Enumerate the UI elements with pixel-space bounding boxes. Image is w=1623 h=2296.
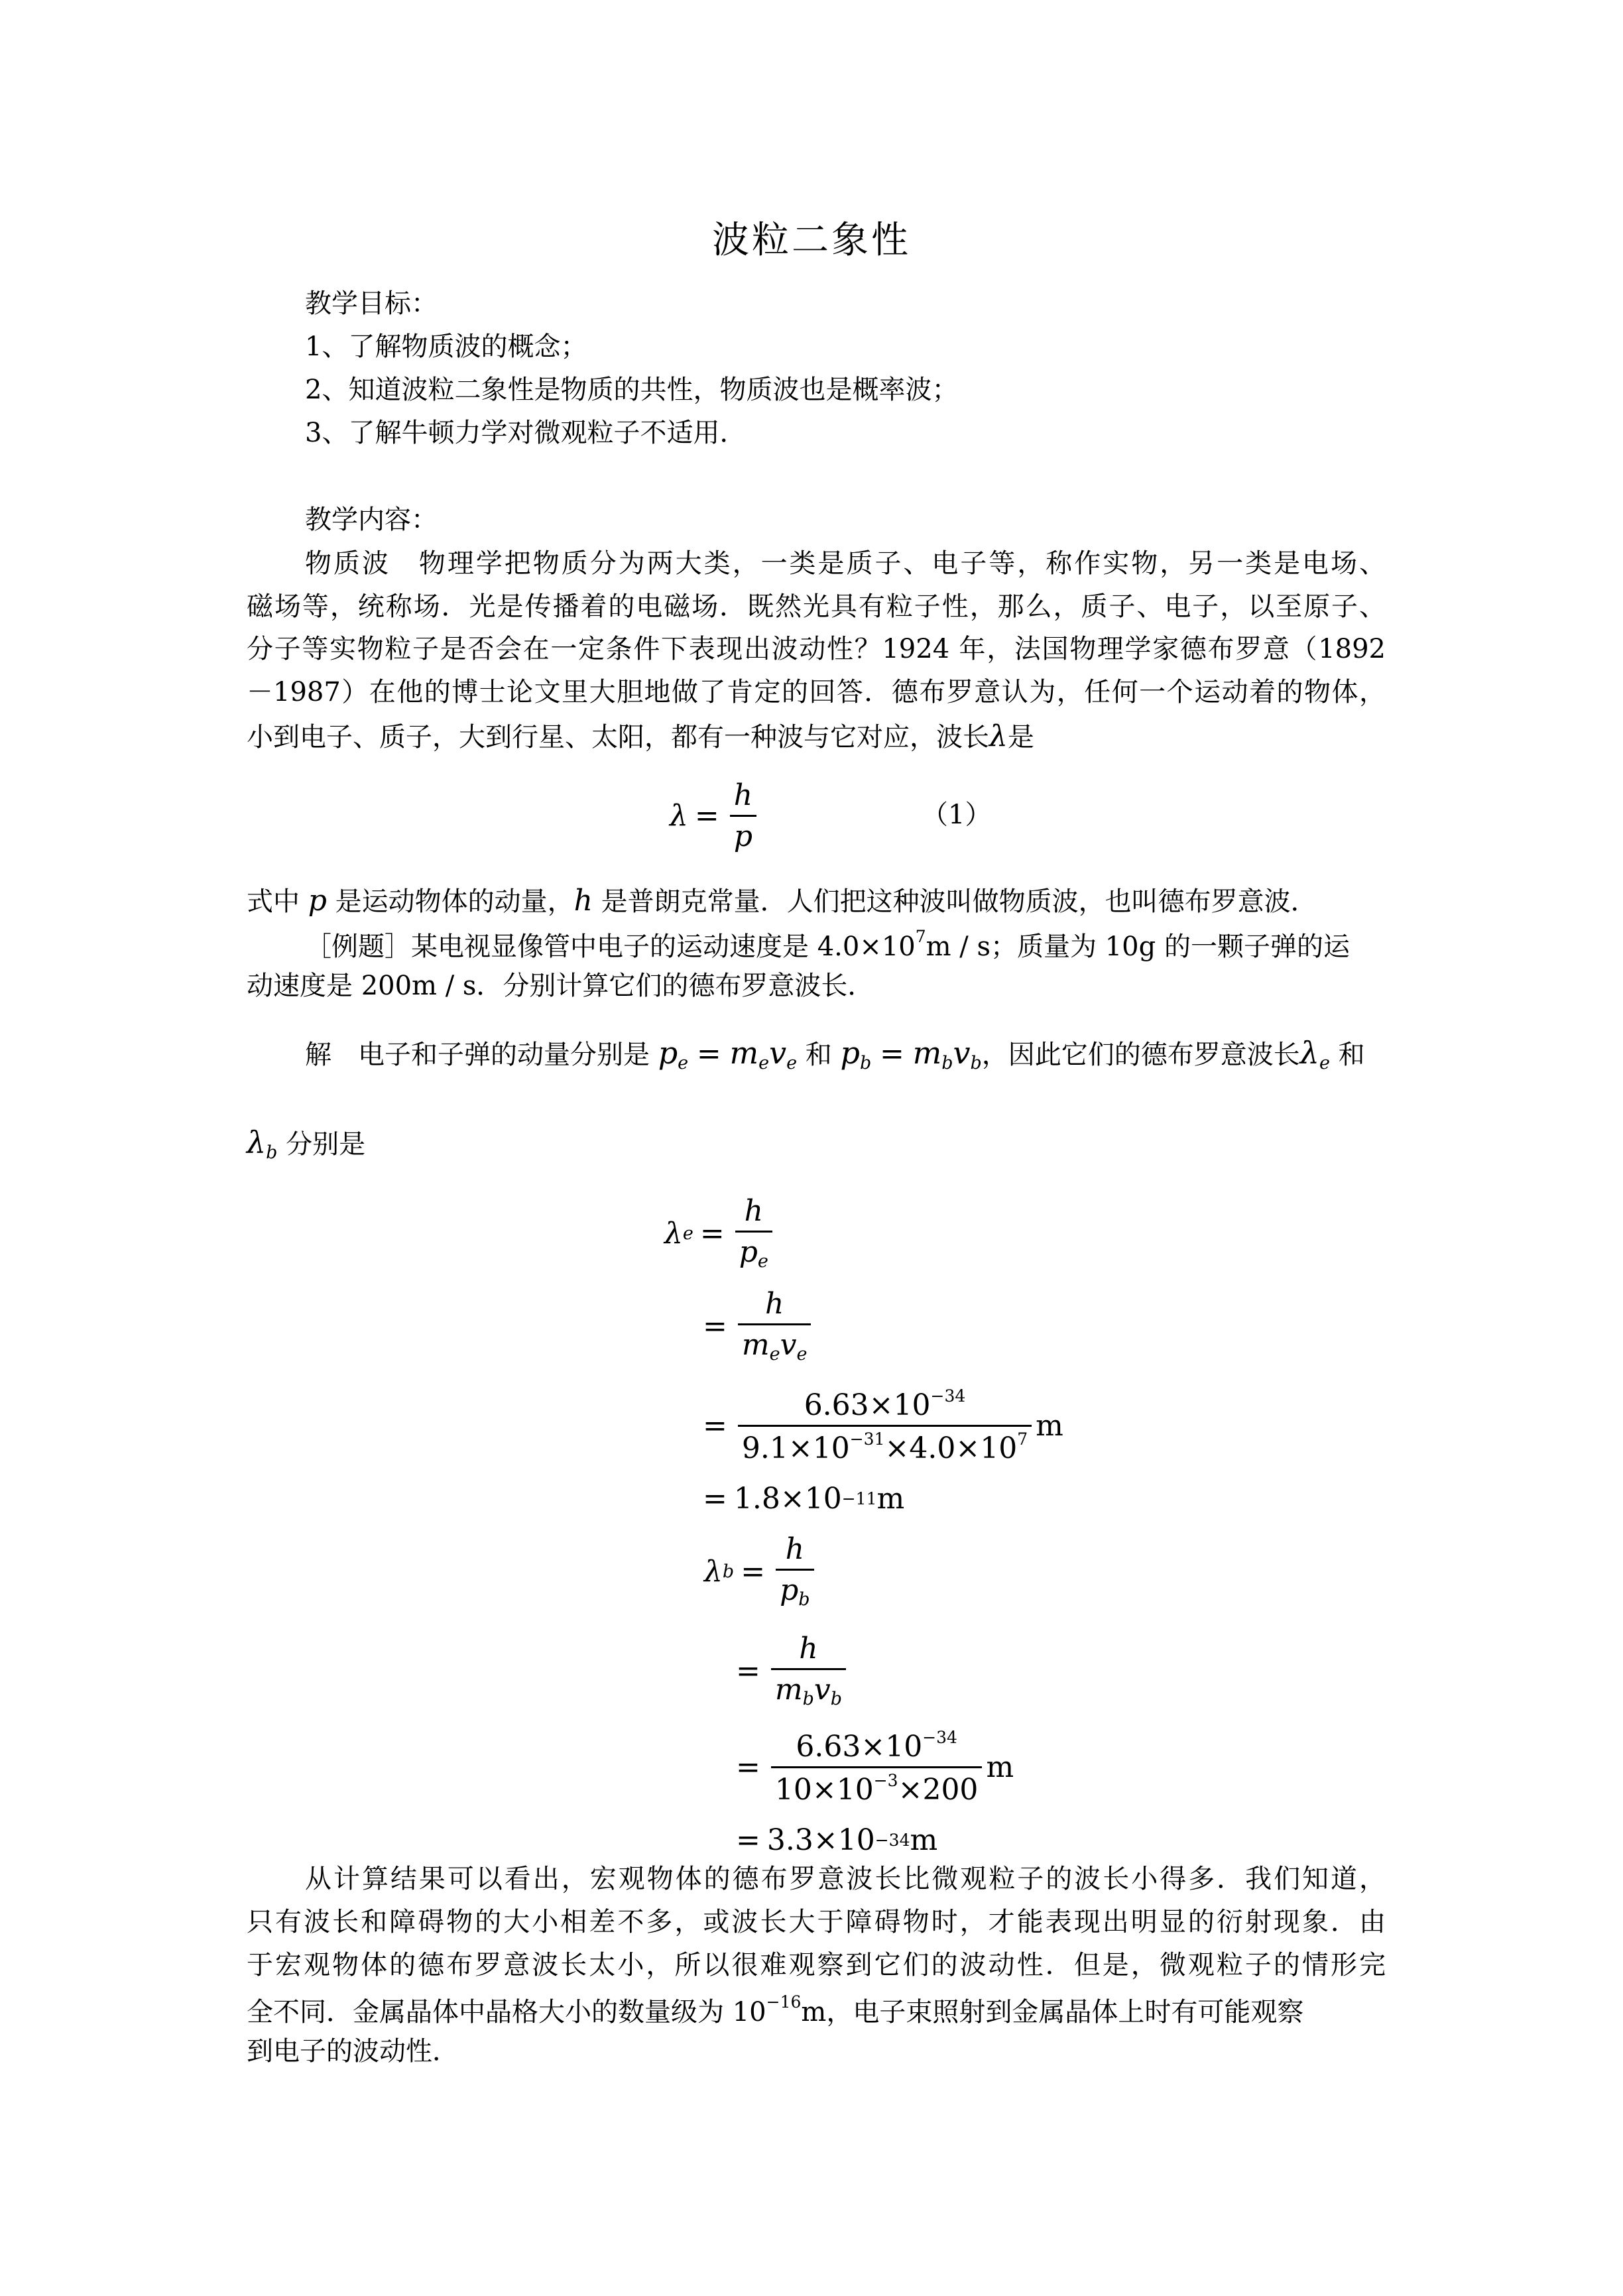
eq-equals: = <box>694 798 719 833</box>
symbol-p: p <box>780 1573 799 1608</box>
fraction <box>730 778 756 853</box>
objective-item-2: 2、知道波粒二象性是物质的共性，物质波也是概率波； <box>305 375 959 405</box>
numerator: h <box>735 1194 772 1233</box>
example-text: ［例题］某电视显像管中电子的运动速度是 4.0×10 <box>305 932 916 962</box>
lambda-symbol: λ <box>247 1124 267 1160</box>
conclusion-line: 于宏观物体的德布罗意波长太小，所以很难观察到它们的波动性．但是，微观粒子的情形完 <box>247 1950 1386 1980</box>
equals-sign: = <box>696 1037 721 1071</box>
paragraph-line <box>247 884 1317 919</box>
objectives-heading: 教学目标： <box>305 288 438 319</box>
subscript: b <box>859 1053 872 1074</box>
subscript: b <box>941 1053 953 1074</box>
fraction <box>771 1632 846 1709</box>
calc-bullet-step-3: = $\frac{6.63\times 10^{-34}}{10\times 10^{-3}\times 200}$ m <box>736 1727 1014 1807</box>
calc-electron-step-1: λ e = $\frac{h}{p_e}$ <box>664 1190 776 1276</box>
subscript: e <box>682 1223 693 1244</box>
conclusion-text: m，电子束照射到金属晶体上时有可能观察 <box>801 1997 1304 2027</box>
numerator-text: 6.63×10 <box>796 1729 923 1764</box>
solution-text: 和 <box>1338 1040 1365 1070</box>
unit: m <box>986 1750 1014 1784</box>
fraction <box>771 1728 983 1807</box>
symbol-p: p <box>739 1235 758 1270</box>
subscript: e <box>757 1251 768 1272</box>
lambda-symbol: λ <box>989 719 1008 753</box>
calc-electron-result: = 1.8×10 −11 m <box>703 1481 905 1516</box>
paragraph-text: 是运动物体的动量， <box>335 886 574 917</box>
example-line: 动速度是 200m / s．分别计算它们的德布罗意波长． <box>247 971 874 1001</box>
subscript: e <box>1319 1053 1330 1074</box>
symbol-m: m <box>741 1328 770 1362</box>
numerator: h <box>738 1287 812 1325</box>
symbol-m: m <box>912 1035 942 1071</box>
solution-text: 和 <box>805 1040 832 1070</box>
symbol-h: h <box>573 884 593 918</box>
denominator: p <box>733 819 753 853</box>
symbol-v: v <box>780 1328 797 1362</box>
paragraph-text: 小到电子、质子，大到行星、太阳，都有一种波与它对应，波长 <box>247 722 989 753</box>
symbol-p: p <box>308 884 327 918</box>
fraction <box>738 1287 812 1364</box>
example-line <box>305 927 1350 963</box>
calc-bullet-result: = 3.3×10 −34 m <box>736 1823 938 1857</box>
fraction <box>776 1532 813 1610</box>
fraction <box>735 1194 772 1272</box>
paragraph-text: 是 <box>1007 722 1034 753</box>
page-title: 波粒二象性 <box>712 219 911 262</box>
objective-item-1: 1、了解物质波的概念； <box>305 332 587 362</box>
calc-bullet-step-2: = $\frac{h}{m_bv_b}$ <box>729 1628 850 1714</box>
calc-electron-step-3: = $\frac{6.63\times 10^{-34}}{9.1\times 10^{-31}\times 4.0\times 10^7}$ m <box>703 1386 1063 1465</box>
paragraph-line <box>247 719 1034 755</box>
exponent: −3 <box>873 1770 898 1790</box>
fraction <box>738 1386 1032 1465</box>
subscript: b <box>266 1142 278 1164</box>
unit: m <box>876 1481 905 1516</box>
exponent: −34 <box>874 1830 910 1850</box>
subscript: e <box>678 1053 689 1074</box>
objective-item-3: 3、了解牛顿力学对微观粒子不适用． <box>305 418 747 448</box>
numerator: h <box>730 778 756 817</box>
calc-bullet-step-1: λ b = $\frac{h}{p_b}$ <box>704 1528 818 1614</box>
equals-sign: = <box>879 1037 904 1071</box>
subscript: b <box>970 1053 982 1074</box>
calc-electron-step-2: = $\frac{h}{m_ev_e}$ <box>696 1283 815 1369</box>
solution-text: 分别是 <box>286 1129 366 1160</box>
denominator-text: 9.1×10 <box>741 1431 850 1465</box>
symbol-m: m <box>729 1035 759 1071</box>
solution-line <box>247 1124 365 1164</box>
symbol-m: m <box>774 1673 803 1707</box>
result-value: 3.3×10 <box>766 1823 875 1857</box>
equation-tag: （1） <box>922 800 992 830</box>
numerator-text: 6.63×10 <box>804 1388 931 1422</box>
exponent: 7 <box>1017 1429 1028 1449</box>
denominator-text: ×200 <box>898 1772 979 1807</box>
exponent: −34 <box>930 1386 966 1406</box>
conclusion-line <box>247 1992 1303 2028</box>
symbol-v: v <box>813 1673 831 1707</box>
symbol-p: p <box>840 1035 860 1071</box>
subscript: b <box>798 1589 810 1610</box>
exponent: −11 <box>841 1488 877 1508</box>
exponent: −16 <box>766 1992 802 2012</box>
symbol-v: v <box>953 1035 971 1071</box>
paragraph-line: －1987）在他的博士论文里大胆地做了肯定的回答．德布罗意认为，任何一个运动着的物体， <box>247 677 1386 707</box>
example-text: m / s；质量为 10g 的一颗子弹的运 <box>926 932 1350 962</box>
subscript: e <box>796 1344 808 1365</box>
subscript: e <box>769 1344 780 1365</box>
subscript: e <box>758 1053 770 1074</box>
numerator: h <box>771 1632 846 1670</box>
paragraph-text: 是普朗克常量．人们把这种波叫做物质波，也叫德布罗意波． <box>601 886 1317 917</box>
eq-lhs: λ <box>670 798 688 833</box>
content-heading: 教学内容： <box>305 505 438 535</box>
conclusion-line: 只有波长和障碍物的大小相差不多，或波长大于障碍物时，才能表现出明显的衍射现象．由 <box>247 1907 1386 1937</box>
unit: m <box>910 1823 938 1857</box>
solution-line <box>305 1035 1365 1074</box>
equation-1 <box>670 769 760 862</box>
symbol-p: p <box>658 1035 678 1071</box>
subscript: b <box>802 1689 814 1710</box>
conclusion-line: 从计算结果可以看出，宏观物体的德布罗意波长比微观粒子的波长小得多．我们知道， <box>305 1864 1386 1894</box>
lambda-symbol: λ <box>1299 1035 1319 1071</box>
symbol-v: v <box>769 1035 787 1071</box>
conclusion-line: 到电子的波动性． <box>247 2036 459 2067</box>
denominator-text: 10×10 <box>774 1772 874 1807</box>
exponent: 7 <box>915 927 926 946</box>
solution-text: 解 电子和子弹的动量分别是 <box>305 1040 650 1070</box>
subscript: e <box>786 1053 798 1074</box>
result-value: 1.8×10 <box>733 1481 842 1516</box>
denominator-text: ×4.0×10 <box>884 1431 1018 1465</box>
paragraph-text: 式中 <box>247 886 300 917</box>
paragraph-line: 物质波 物理学把物质分为两大类，一类是质子、电子等，称作实物，另一类是电场、 <box>305 548 1386 579</box>
conclusion-text: 全不同．金属晶体中晶格大小的数量级为 10 <box>247 1997 766 2027</box>
paragraph-line: 分子等实物粒子是否会在一定条件下表现出波动性？1924 年，法国物理学家德布罗意（1892 <box>247 634 1386 664</box>
numerator: h <box>776 1532 813 1571</box>
exponent: −31 <box>849 1429 885 1449</box>
unit: m <box>1036 1408 1063 1443</box>
exponent: −34 <box>922 1727 957 1747</box>
solution-text: ，因此它们的德布罗意波长 <box>981 1040 1300 1070</box>
subscript: b <box>830 1689 843 1710</box>
paragraph-line: 磁场等，统称场．光是传播着的电磁场．既然光具有粒子性，那么，质子、电子，以至原子、 <box>247 591 1386 622</box>
subscript: b <box>722 1561 735 1582</box>
